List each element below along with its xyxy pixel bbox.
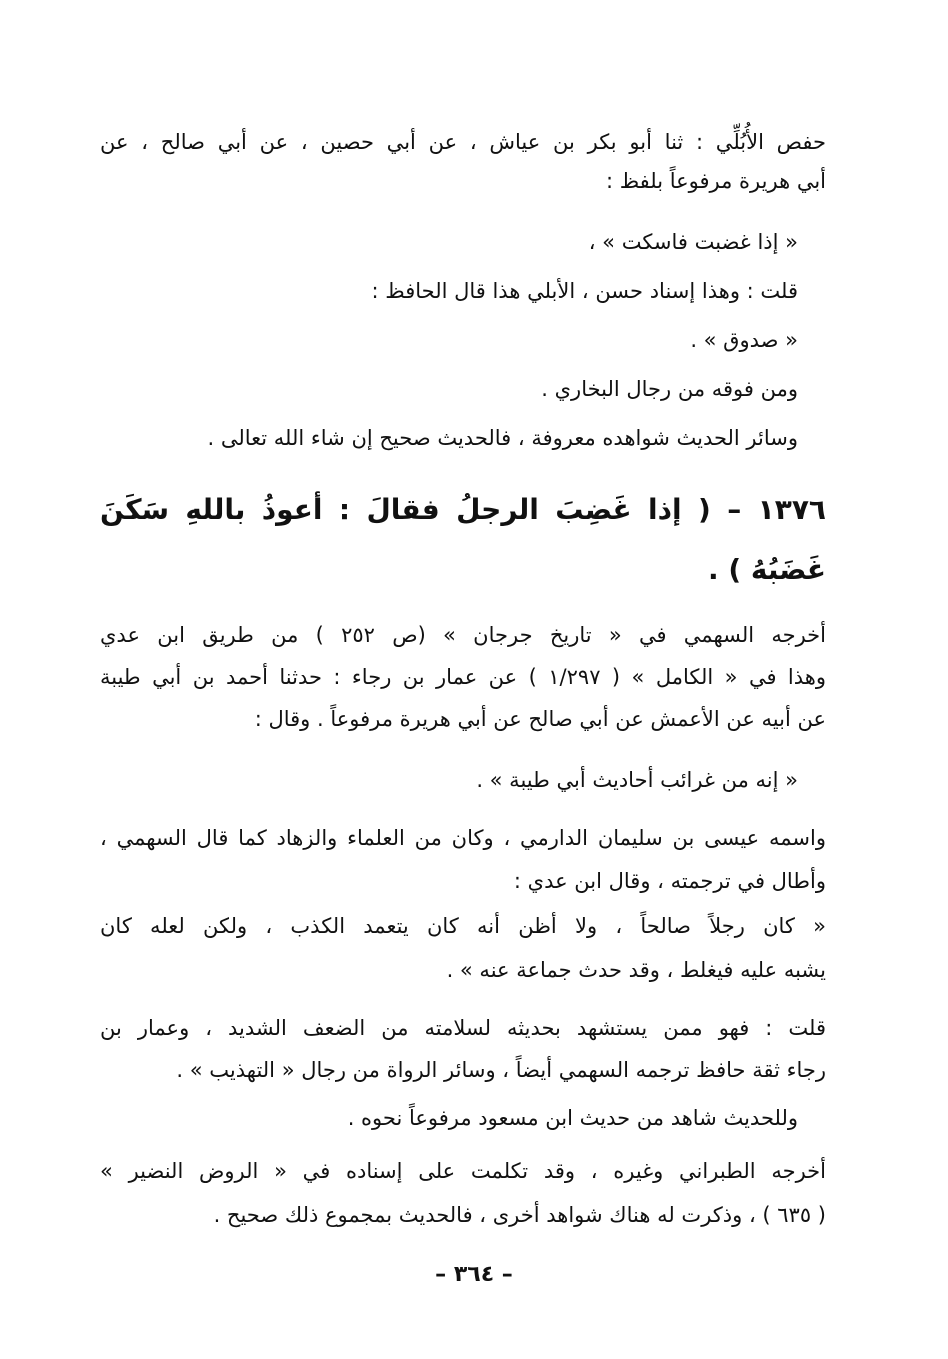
text-line: ( ٦٣٥ ) ، وذكرت له هناك شواهد أخرى ، فالحديث بمجموع ذلك صحيح . bbox=[213, 1203, 826, 1227]
text-line: ومن فوقه من رجال البخاري . bbox=[541, 377, 798, 401]
text-line: أخرجه الطبراني وغيره ، وقد تكلمت على إسناده في « الروض النضير » bbox=[100, 1159, 826, 1183]
page-number: – ٣٦٤ – bbox=[435, 1262, 513, 1287]
text-line: عن أبيه عن الأعمش عن أبي صالح عن أبي هريرة مرفوعاً . وقال : bbox=[254, 707, 826, 731]
text-line: أبي هريرة مرفوعاً بلفظ : bbox=[605, 169, 826, 193]
hadith-heading-cont: غَضَبُهُ ) . bbox=[707, 553, 826, 586]
text-line: وأطال في ترجمته ، وقال ابن عدي : bbox=[513, 869, 826, 893]
quote-line: « إنه من غرائب أحاديث أبي طيبة » . bbox=[476, 768, 798, 792]
text-line: وللحديث شاهد من حديث ابن مسعود مرفوعاً نحوه . bbox=[347, 1106, 798, 1130]
quote-line: « إذا غضبت فاسكت » ، bbox=[588, 230, 798, 254]
text-line: واسمه عيسى بن سليمان الدارمي ، وكان من العلماء والزهاد كما قال السهمي ، bbox=[100, 826, 826, 850]
text-line: قلت : فهو ممن يستشهد بحديثه لسلامته من الضعف الشديد ، وعمار بن bbox=[100, 1016, 826, 1040]
text-line: وهذا في « الكامل » ( ١/٢٩٧ ) عن عمار بن رجاء : حدثنا أحمد بن أبي طيبة bbox=[100, 665, 827, 689]
text-line: رجاء ثقة حافظ ترجمه السهمي أيضاً ، وسائر الرواة من رجال « التهذيب » . bbox=[176, 1058, 826, 1082]
text-line: حفص الأُبُلِّي : ثنا أبو بكر بن عياش ، عن أبي حصين ، عن أبي صالح ، عن bbox=[100, 130, 826, 154]
quote-line: يشبه عليه فيغلط ، وقد حدث جماعة عنه » . bbox=[446, 958, 826, 982]
text-line: أخرجه السهمي في « تاريخ جرجان » (ص ٢٥٢ ) من طريق ابن عدي bbox=[100, 623, 826, 647]
quote-line: « صدوق » . bbox=[690, 328, 798, 352]
quote-line: « كان رجلاً صالحاً ، ولا أظن أنه كان يتعمد الكذب ، ولكن لعله كان bbox=[100, 914, 826, 938]
text-line: وسائر الحديث شواهده معروفة ، فالحديث صحيح إن شاء الله تعالى . bbox=[207, 426, 798, 450]
text-line: قلت : وهذا إسناد حسن ، الأبلي هذا قال الحافظ : bbox=[371, 279, 798, 303]
hadith-heading: ١٣٧٦ – ( إذا غَضِبَ الرجلُ فقالَ : أعوذُ باللهِ سَكَنَ bbox=[100, 493, 826, 526]
